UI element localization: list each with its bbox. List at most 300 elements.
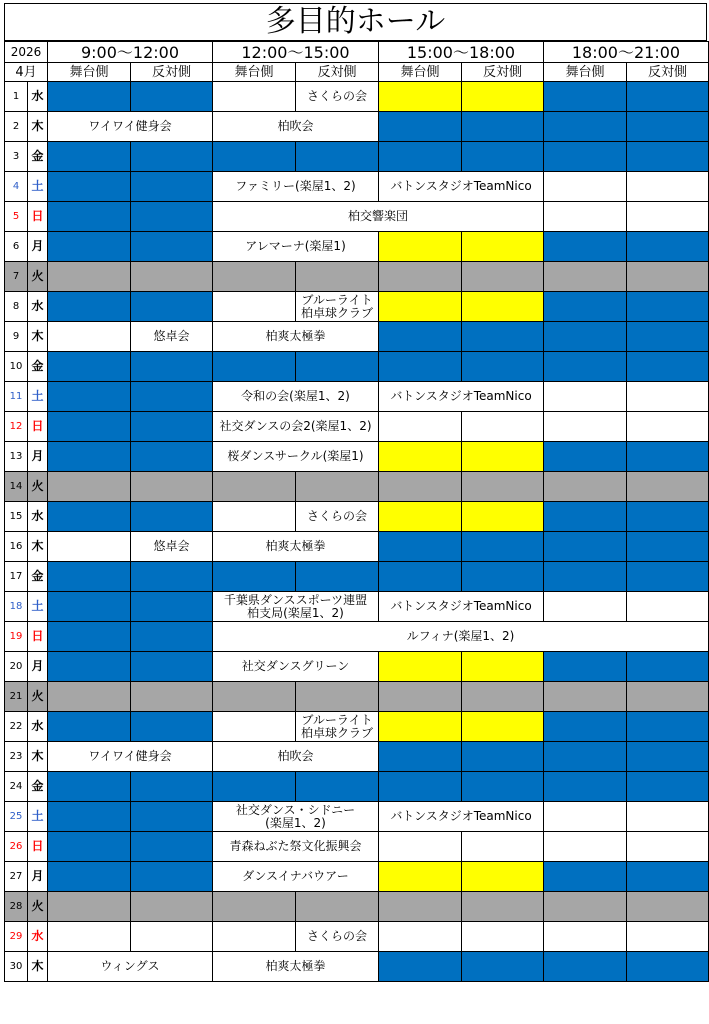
weekday-label: 日 xyxy=(28,832,48,862)
year-label: 2026 xyxy=(5,42,48,63)
slot-cell-closed xyxy=(296,682,379,712)
booking-cell: 令和の会(楽屋1、2) xyxy=(213,382,379,412)
slot-cell-open xyxy=(48,922,131,952)
slot-cell-blue xyxy=(48,562,131,592)
slot-cell-blue xyxy=(544,742,627,772)
slot-cell-blue xyxy=(379,772,462,802)
booking-cell: アレマーナ(楽屋1) xyxy=(213,232,379,262)
weekday-label: 火 xyxy=(28,682,48,712)
slot-cell-open xyxy=(213,712,296,742)
booking-cell: 柏交響楽団 xyxy=(213,202,544,232)
slot-cell-yellow xyxy=(379,82,462,112)
slot-cell-blue xyxy=(131,172,213,202)
slot-cell-blue xyxy=(544,712,627,742)
slot-cell-blue xyxy=(48,352,131,382)
slot-cell-blue xyxy=(131,772,213,802)
weekday-label: 水 xyxy=(28,922,48,952)
slot-cell-blue xyxy=(131,292,213,322)
slot-cell-yellow xyxy=(462,232,544,262)
day-number: 15 xyxy=(5,502,28,532)
slot-cell-blue xyxy=(131,832,213,862)
day-number: 2 xyxy=(5,112,28,142)
slot-cell-blue xyxy=(131,862,213,892)
slot-cell-blue xyxy=(131,502,213,532)
day-number: 7 xyxy=(5,262,28,292)
slot-cell-blue xyxy=(462,112,544,142)
slot-cell-yellow xyxy=(462,502,544,532)
slot-cell-blue xyxy=(48,502,131,532)
slot-cell-closed xyxy=(213,682,296,712)
booking-name-line2: 柏卓球クラブ xyxy=(300,305,373,320)
slot-cell-closed xyxy=(379,892,462,922)
weekday-label: 土 xyxy=(28,802,48,832)
slot-cell-blue xyxy=(296,352,379,382)
side-header-stage: 舞台側 xyxy=(379,63,462,82)
month-label: 4月 xyxy=(5,63,48,82)
slot-cell-blue xyxy=(131,712,213,742)
weekday-label: 木 xyxy=(28,322,48,352)
slot-cell-blue xyxy=(131,802,213,832)
slot-cell-blue xyxy=(627,112,709,142)
weekday-label: 木 xyxy=(28,952,48,982)
slot-cell-blue xyxy=(379,352,462,382)
slot-cell-open xyxy=(627,172,709,202)
slot-cell-blue xyxy=(544,112,627,142)
slot-cell-blue xyxy=(627,502,709,532)
slot-cell-blue xyxy=(131,142,213,172)
slot-cell-blue xyxy=(131,82,213,112)
booking-cell: 桜ダンスサークル(楽屋1) xyxy=(213,442,379,472)
slot-cell-blue xyxy=(48,172,131,202)
slot-cell-blue xyxy=(48,232,131,262)
slot-cell-yellow xyxy=(462,862,544,892)
slot-cell-open xyxy=(627,832,709,862)
time-slot-header-row xyxy=(5,42,709,63)
slot-cell-blue xyxy=(627,142,709,172)
booking-cell xyxy=(296,712,379,742)
slot-cell-blue xyxy=(544,352,627,382)
slot-cell-closed xyxy=(48,262,131,292)
slot-cell-yellow xyxy=(379,442,462,472)
day-number: 13 xyxy=(5,442,28,472)
slot-cell-blue xyxy=(627,322,709,352)
weekday-label: 火 xyxy=(28,472,48,502)
side-header-stage: 舞台側 xyxy=(213,63,296,82)
slot-cell-blue xyxy=(627,712,709,742)
weekday-label: 月 xyxy=(28,862,48,892)
slot-cell-open xyxy=(213,502,296,532)
slot-cell-closed xyxy=(379,472,462,502)
day-row xyxy=(5,802,709,832)
slot-cell-closed xyxy=(379,682,462,712)
slot-cell-blue xyxy=(544,652,627,682)
slot-cell-blue xyxy=(48,202,131,232)
slot-cell-yellow xyxy=(462,82,544,112)
slot-cell-closed xyxy=(213,472,296,502)
day-row xyxy=(5,172,709,202)
slot-cell-blue xyxy=(213,562,296,592)
booking-cell: バトンスタジオTeamNico xyxy=(379,382,544,412)
booking-name-line2: (楽屋1、2) xyxy=(265,815,326,830)
day-number: 29 xyxy=(5,922,28,952)
day-number: 20 xyxy=(5,652,28,682)
booking-cell: 柏爽太極拳 xyxy=(213,952,379,982)
slot-cell-blue xyxy=(627,232,709,262)
day-number: 11 xyxy=(5,382,28,412)
slot-cell-blue xyxy=(627,292,709,322)
day-number: 18 xyxy=(5,592,28,622)
day-row xyxy=(5,532,709,562)
slot-cell-blue xyxy=(296,562,379,592)
slot-cell-closed xyxy=(296,262,379,292)
slot-cell-blue xyxy=(462,742,544,772)
slot-cell-closed xyxy=(462,262,544,292)
slot-cell-blue xyxy=(379,112,462,142)
booking-name-line2: 柏卓球クラブ xyxy=(300,725,373,740)
slot-cell-blue xyxy=(48,772,131,802)
slot-cell-blue xyxy=(48,82,131,112)
booking-cell: 社交ダンスの会2(楽屋1、2) xyxy=(213,412,379,442)
day-row xyxy=(5,892,709,922)
slot-cell-open xyxy=(627,412,709,442)
slot-cell-open xyxy=(379,832,462,862)
slot-cell-blue xyxy=(131,352,213,382)
day-number: 14 xyxy=(5,472,28,502)
slot-cell-blue xyxy=(544,292,627,322)
booking-cell: さくらの会 xyxy=(296,922,379,952)
weekday-label: 水 xyxy=(28,292,48,322)
slot-cell-blue xyxy=(48,622,131,652)
booking-cell: ワイワイ健身会 xyxy=(48,112,213,142)
day-row xyxy=(5,112,709,142)
booking-name-line1: ブルーライト xyxy=(301,292,373,307)
slot-cell-open xyxy=(462,922,544,952)
weekday-label: 金 xyxy=(28,142,48,172)
booking-cell: ワイワイ健身会 xyxy=(48,742,213,772)
slot-cell-open xyxy=(48,532,131,562)
booking-name-line1: ブルーライト xyxy=(301,712,373,727)
slot-cell-closed xyxy=(462,472,544,502)
day-number: 26 xyxy=(5,832,28,862)
slot-cell-blue xyxy=(544,442,627,472)
booking-cell: バトンスタジオTeamNico xyxy=(379,592,544,622)
slot-cell-open xyxy=(544,172,627,202)
slot-cell-closed xyxy=(544,682,627,712)
slot-cell-blue xyxy=(544,142,627,172)
slot-cell-open xyxy=(213,82,296,112)
weekday-label: 金 xyxy=(28,772,48,802)
day-row xyxy=(5,772,709,802)
weekday-label: 月 xyxy=(28,232,48,262)
day-row xyxy=(5,502,709,532)
day-row xyxy=(5,262,709,292)
day-number: 27 xyxy=(5,862,28,892)
schedule-table xyxy=(4,41,709,982)
day-row xyxy=(5,832,709,862)
day-number: 6 xyxy=(5,232,28,262)
day-row xyxy=(5,622,709,652)
slot-cell-blue xyxy=(48,802,131,832)
slot-cell-open xyxy=(379,412,462,442)
booking-cell: 青森ねぶた祭文化振興会 xyxy=(213,832,379,862)
slot-cell-blue xyxy=(544,82,627,112)
side-header-row xyxy=(5,63,709,82)
day-number: 23 xyxy=(5,742,28,772)
slot-cell-blue xyxy=(462,532,544,562)
slot-cell-blue xyxy=(296,142,379,172)
day-number: 22 xyxy=(5,712,28,742)
slot-cell-blue xyxy=(544,232,627,262)
weekday-label: 水 xyxy=(28,712,48,742)
slot-cell-blue xyxy=(627,772,709,802)
day-row xyxy=(5,862,709,892)
weekday-label: 日 xyxy=(28,202,48,232)
slot-cell-open xyxy=(213,292,296,322)
booking-cell xyxy=(213,802,379,832)
slot-cell-blue xyxy=(544,772,627,802)
weekday-label: 木 xyxy=(28,112,48,142)
slot-cell-yellow xyxy=(379,502,462,532)
slot-cell-blue xyxy=(48,412,131,442)
slot-cell-blue xyxy=(48,862,131,892)
day-row xyxy=(5,592,709,622)
slot-cell-closed xyxy=(544,472,627,502)
slot-cell-blue xyxy=(213,142,296,172)
slot-cell-blue xyxy=(48,292,131,322)
slot-cell-closed xyxy=(379,262,462,292)
slot-cell-yellow xyxy=(379,232,462,262)
day-row xyxy=(5,472,709,502)
booking-cell: 悠卓会 xyxy=(131,322,213,352)
slot-cell-blue xyxy=(131,562,213,592)
booking-cell: 柏吹会 xyxy=(213,112,379,142)
slot-cell-blue xyxy=(379,532,462,562)
day-row xyxy=(5,442,709,472)
slot-cell-closed xyxy=(462,892,544,922)
day-row xyxy=(5,712,709,742)
weekday-label: 木 xyxy=(28,742,48,772)
weekday-label: 木 xyxy=(28,532,48,562)
slot-cell-blue xyxy=(544,532,627,562)
slot-cell-yellow xyxy=(462,652,544,682)
slot-cell-closed xyxy=(462,682,544,712)
day-number: 17 xyxy=(5,562,28,592)
slot-cell-blue xyxy=(131,652,213,682)
slot-cell-blue xyxy=(131,232,213,262)
side-header-stage: 舞台側 xyxy=(48,63,131,82)
slot-cell-blue xyxy=(131,592,213,622)
day-row xyxy=(5,562,709,592)
slot-cell-yellow xyxy=(379,652,462,682)
booking-cell: 社交ダンスグリーン xyxy=(213,652,379,682)
booking-cell: 柏爽太極拳 xyxy=(213,322,379,352)
day-row xyxy=(5,922,709,952)
booking-cell: 悠卓会 xyxy=(131,532,213,562)
booking-name-line2: 柏支局(楽屋1、2) xyxy=(247,605,344,620)
slot-cell-open xyxy=(544,832,627,862)
slot-cell-blue xyxy=(627,352,709,382)
slot-cell-closed xyxy=(296,892,379,922)
slot-cell-closed xyxy=(48,682,131,712)
slot-cell-blue xyxy=(131,412,213,442)
slot-cell-open xyxy=(544,922,627,952)
slot-cell-yellow xyxy=(379,712,462,742)
slot-cell-closed xyxy=(213,892,296,922)
slot-cell-open xyxy=(544,592,627,622)
weekday-label: 水 xyxy=(28,82,48,112)
slot-cell-blue xyxy=(627,82,709,112)
slot-cell-closed xyxy=(296,472,379,502)
side-header-stage: 舞台側 xyxy=(544,63,627,82)
day-row xyxy=(5,82,709,112)
slot-cell-open xyxy=(627,922,709,952)
slot-cell-open xyxy=(544,382,627,412)
slot-cell-blue xyxy=(213,352,296,382)
day-row xyxy=(5,652,709,682)
booking-cell: 柏爽太極拳 xyxy=(213,532,379,562)
slot-cell-open xyxy=(544,202,627,232)
day-row xyxy=(5,682,709,712)
booking-cell xyxy=(213,592,379,622)
slot-cell-open xyxy=(48,322,131,352)
slot-cell-open xyxy=(462,832,544,862)
day-row xyxy=(5,322,709,352)
slot-cell-blue xyxy=(379,142,462,172)
slot-cell-closed xyxy=(131,262,213,292)
time-slot-header: 15:00～18:00 xyxy=(379,42,544,63)
booking-name-line1: 社交ダンス・シドニー xyxy=(235,802,356,817)
slot-cell-yellow xyxy=(462,442,544,472)
slot-cell-blue xyxy=(627,952,709,982)
slot-cell-blue xyxy=(544,322,627,352)
booking-cell: バトンスタジオTeamNico xyxy=(379,802,544,832)
booking-cell: ダンスイナバウアー xyxy=(213,862,379,892)
day-number: 9 xyxy=(5,322,28,352)
slot-cell-blue xyxy=(131,442,213,472)
day-number: 4 xyxy=(5,172,28,202)
side-header-opposite: 反対側 xyxy=(131,63,213,82)
slot-cell-blue xyxy=(544,502,627,532)
time-slot-header: 12:00～15:00 xyxy=(213,42,379,63)
weekday-label: 月 xyxy=(28,652,48,682)
side-header-opposite: 反対側 xyxy=(296,63,379,82)
day-number: 5 xyxy=(5,202,28,232)
slot-cell-yellow xyxy=(462,292,544,322)
slot-cell-open xyxy=(544,412,627,442)
slot-cell-blue xyxy=(627,742,709,772)
slot-cell-blue xyxy=(627,442,709,472)
weekday-label: 土 xyxy=(28,172,48,202)
day-number: 12 xyxy=(5,412,28,442)
day-number: 3 xyxy=(5,142,28,172)
booking-cell: ファミリー(楽屋1、2) xyxy=(213,172,379,202)
day-number: 28 xyxy=(5,892,28,922)
slot-cell-blue xyxy=(462,772,544,802)
time-slot-header: 18:00～21:00 xyxy=(544,42,709,63)
slot-cell-open xyxy=(627,382,709,412)
slot-cell-blue xyxy=(48,712,131,742)
slot-cell-blue xyxy=(462,562,544,592)
slot-cell-yellow xyxy=(379,292,462,322)
slot-cell-blue xyxy=(544,952,627,982)
booking-name-line1: 千葉県ダンススポーツ連盟 xyxy=(223,592,368,607)
weekday-label: 金 xyxy=(28,562,48,592)
day-row xyxy=(5,412,709,442)
slot-cell-closed xyxy=(131,892,213,922)
slot-cell-blue xyxy=(48,652,131,682)
booking-cell: ウィングス xyxy=(48,952,213,982)
slot-cell-blue xyxy=(213,772,296,802)
weekday-label: 土 xyxy=(28,592,48,622)
slot-cell-closed xyxy=(627,472,709,502)
day-row xyxy=(5,952,709,982)
slot-cell-open xyxy=(627,802,709,832)
slot-cell-blue xyxy=(48,442,131,472)
slot-cell-blue xyxy=(544,862,627,892)
day-number: 19 xyxy=(5,622,28,652)
slot-cell-blue xyxy=(131,622,213,652)
time-slot-header: 9:00～12:00 xyxy=(48,42,213,63)
day-number: 8 xyxy=(5,292,28,322)
slot-cell-blue xyxy=(48,142,131,172)
slot-cell-closed xyxy=(544,262,627,292)
day-row xyxy=(5,292,709,322)
slot-cell-yellow xyxy=(379,862,462,892)
weekday-label: 日 xyxy=(28,622,48,652)
page-title: 多目的ホール xyxy=(4,3,707,41)
slot-cell-open xyxy=(627,202,709,232)
slot-cell-blue xyxy=(379,322,462,352)
slot-cell-blue xyxy=(462,352,544,382)
slot-cell-closed xyxy=(131,682,213,712)
slot-cell-blue xyxy=(627,862,709,892)
slot-cell-closed xyxy=(544,892,627,922)
slot-cell-blue xyxy=(379,562,462,592)
slot-cell-blue xyxy=(48,382,131,412)
slot-cell-closed xyxy=(213,262,296,292)
schedule-body xyxy=(5,42,709,982)
slot-cell-closed xyxy=(131,472,213,502)
slot-cell-open xyxy=(213,922,296,952)
day-row xyxy=(5,142,709,172)
weekday-label: 火 xyxy=(28,892,48,922)
slot-cell-closed xyxy=(627,892,709,922)
day-row xyxy=(5,232,709,262)
booking-cell: 柏吹会 xyxy=(213,742,379,772)
slot-cell-yellow xyxy=(462,712,544,742)
booking-cell: ルフィナ(楽屋1、2) xyxy=(213,622,709,652)
slot-cell-blue xyxy=(462,952,544,982)
side-header-opposite: 反対側 xyxy=(627,63,709,82)
day-number: 16 xyxy=(5,532,28,562)
day-number: 30 xyxy=(5,952,28,982)
slot-cell-blue xyxy=(379,952,462,982)
slot-cell-open xyxy=(131,922,213,952)
booking-cell xyxy=(296,292,379,322)
day-number: 21 xyxy=(5,682,28,712)
day-row xyxy=(5,202,709,232)
slot-cell-blue xyxy=(627,562,709,592)
slot-cell-closed xyxy=(627,262,709,292)
day-number: 1 xyxy=(5,82,28,112)
weekday-label: 金 xyxy=(28,352,48,382)
slot-cell-blue xyxy=(379,742,462,772)
day-row xyxy=(5,742,709,772)
weekday-label: 月 xyxy=(28,442,48,472)
slot-cell-blue xyxy=(627,652,709,682)
slot-cell-closed xyxy=(627,682,709,712)
booking-cell: さくらの会 xyxy=(296,82,379,112)
